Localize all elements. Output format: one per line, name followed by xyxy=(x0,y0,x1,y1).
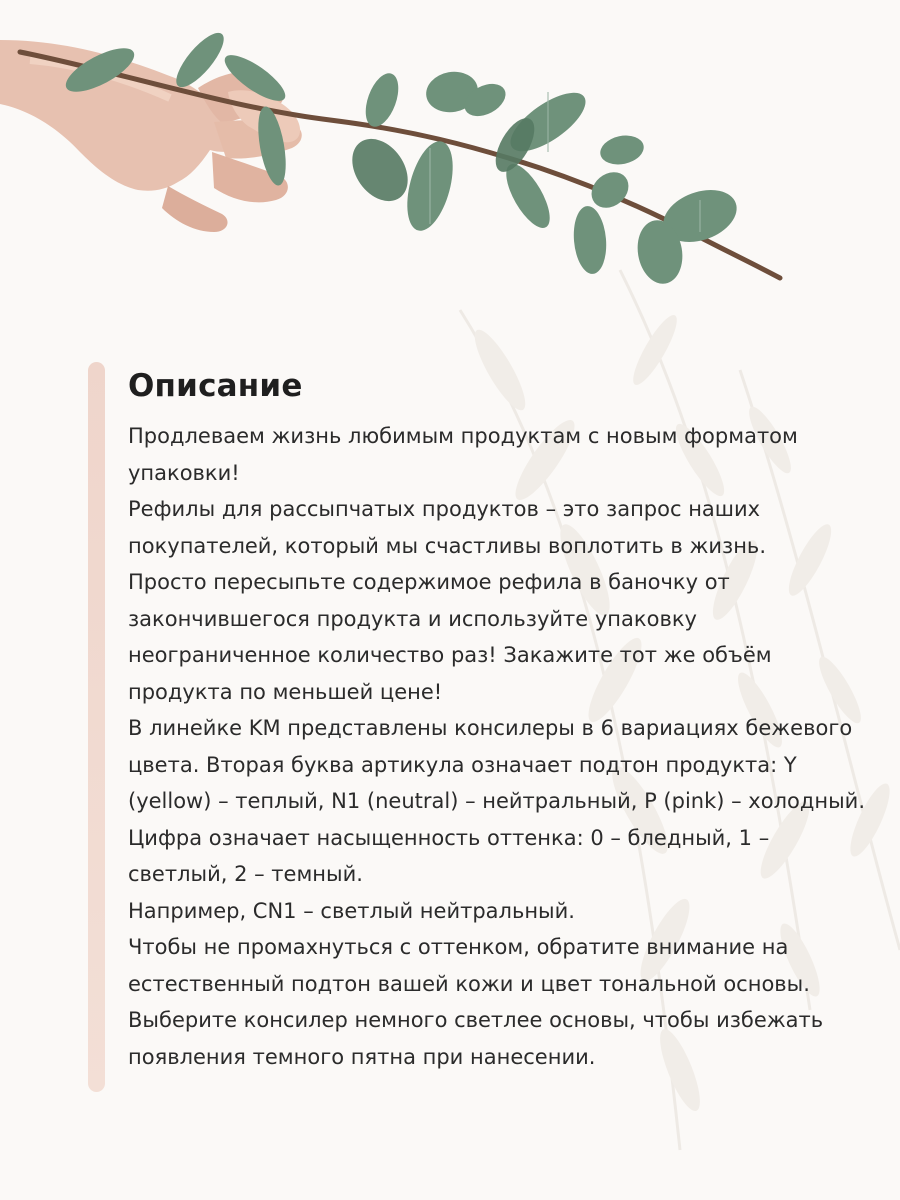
description-section xyxy=(128,360,868,1075)
description-text xyxy=(128,418,868,1075)
description-paragraph: Чтобы не промахнуться с оттенком, обратите внимание на естественный подтон вашей кожи и цвет тональной основы. Выберите консилер немного светлее основы, чтобы избежать появления темного пятна при нанесении. xyxy=(128,935,824,1069)
description-paragraph: В линейке KM представлены консилеры в 6 вариациях бежевого цвета. Вторая буква артикула означает подтон продукта: Y (yellow) – теплый, N1 (neutral) – нейтральный, P (pink) – холодный. Цифра означает насыщенность оттенка: 0 – бледный, 1 – светлый, 2 – темный. xyxy=(128,716,865,886)
description-paragraph: Например, CN1 – светлый нейтральный. xyxy=(128,898,575,923)
section-title: Описание xyxy=(128,368,303,404)
description-paragraph: Продлеваем жизнь любимым продуктам с новым форматом упаковки! xyxy=(128,424,798,485)
accent-bar xyxy=(88,362,105,1092)
description-paragraph: Рефилы для рассыпчатых продуктов – это запрос наших покупателей, который мы счастливы воплотить в жизнь. xyxy=(128,497,766,558)
description-paragraph: Просто пересыпьте содержимое рефила в баночку от закончившегося продукта и используйте упаковку неограниченное количество раз! Закажите тот же объём продукта по меньшей цене! xyxy=(128,570,772,704)
hero-hand-branch-image xyxy=(0,0,900,330)
